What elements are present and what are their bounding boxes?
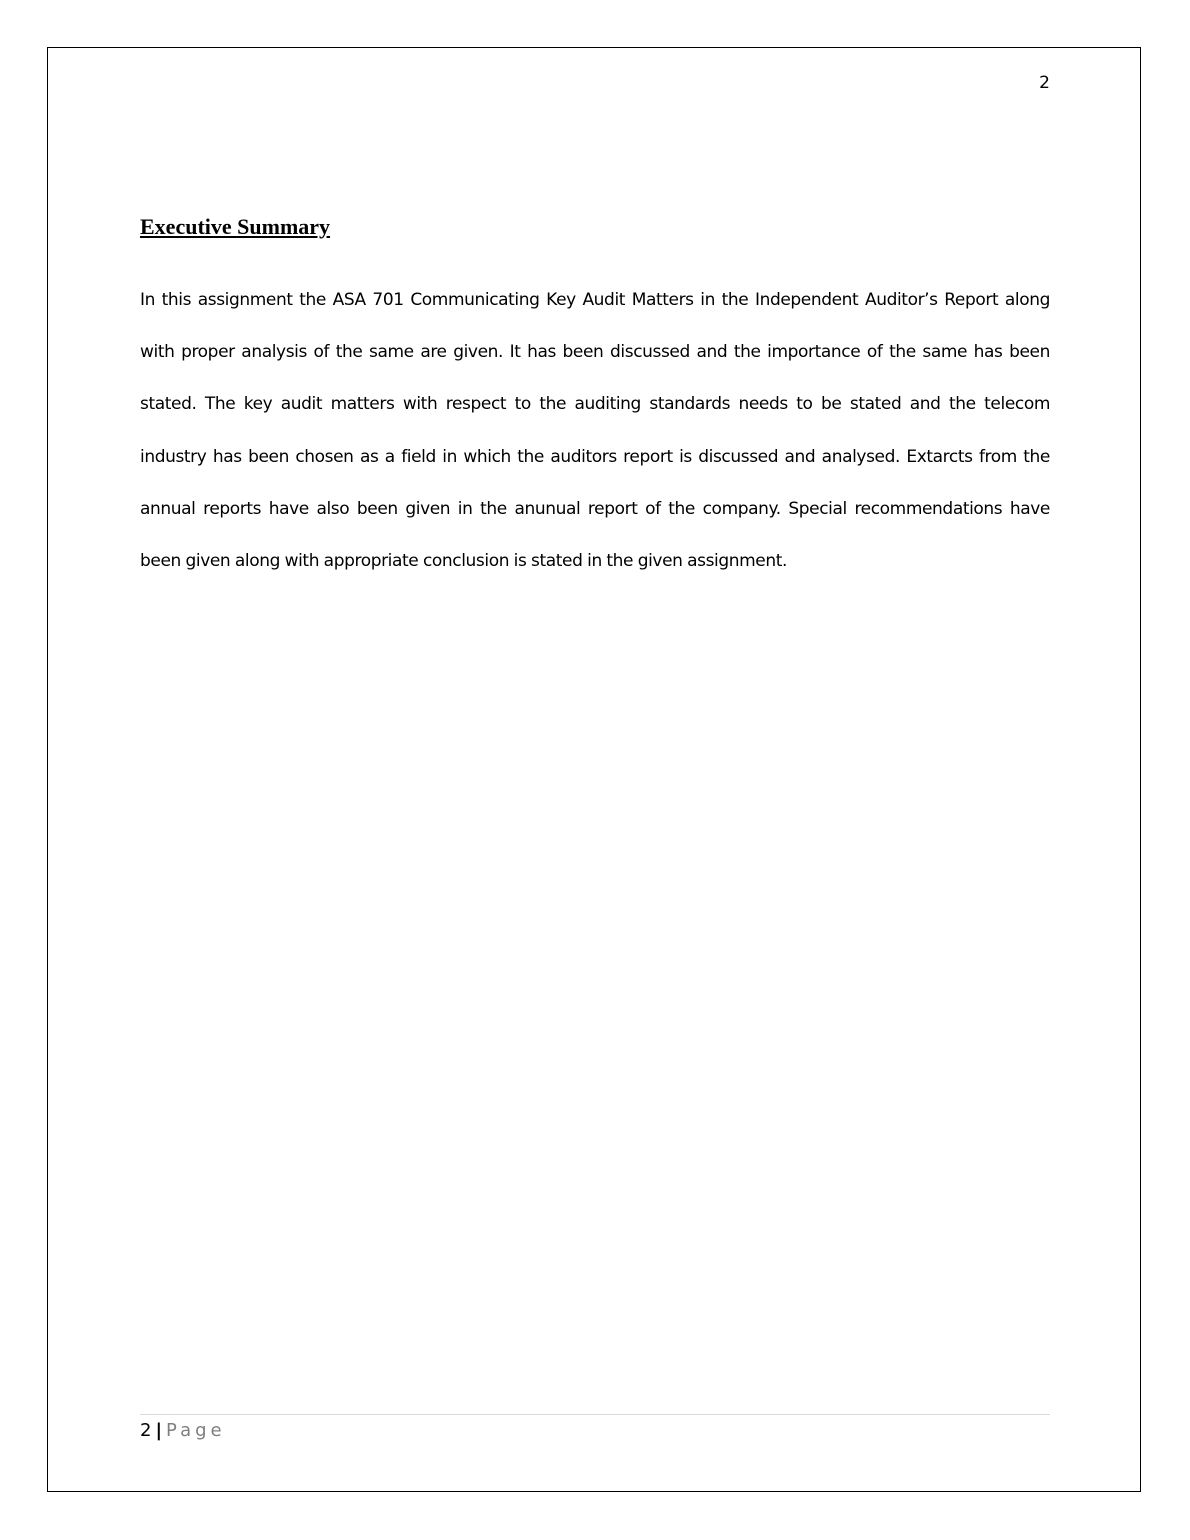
page-border bbox=[47, 47, 1141, 1492]
footer-page-number: 2 bbox=[140, 1420, 152, 1441]
summary-paragraph: In this assignment the ASA 701 Communicating Key Audit Matters in the Independent Auditor’s Report along with proper analysis of the same are given. It has been discussed and the importance of the same has been stated. The key audit matters with respect to the auditing standards needs to be stated and the telecom industry has been chosen as a field in which the auditors report is discussed and analysed. Extarcts from the annual reports have also been given in the anunual report of the company. Special recommendations have been given along with appropriate conclusion is stated in the given assignment. bbox=[140, 290, 1050, 572]
page-footer bbox=[140, 1419, 226, 1443]
section-title: Executive Summary bbox=[140, 214, 331, 239]
footer-page-label: Page bbox=[166, 1420, 226, 1441]
footer-separator: | bbox=[155, 1420, 163, 1441]
header-page-number: 2 bbox=[1039, 73, 1050, 93]
footer-divider bbox=[140, 1414, 1050, 1415]
